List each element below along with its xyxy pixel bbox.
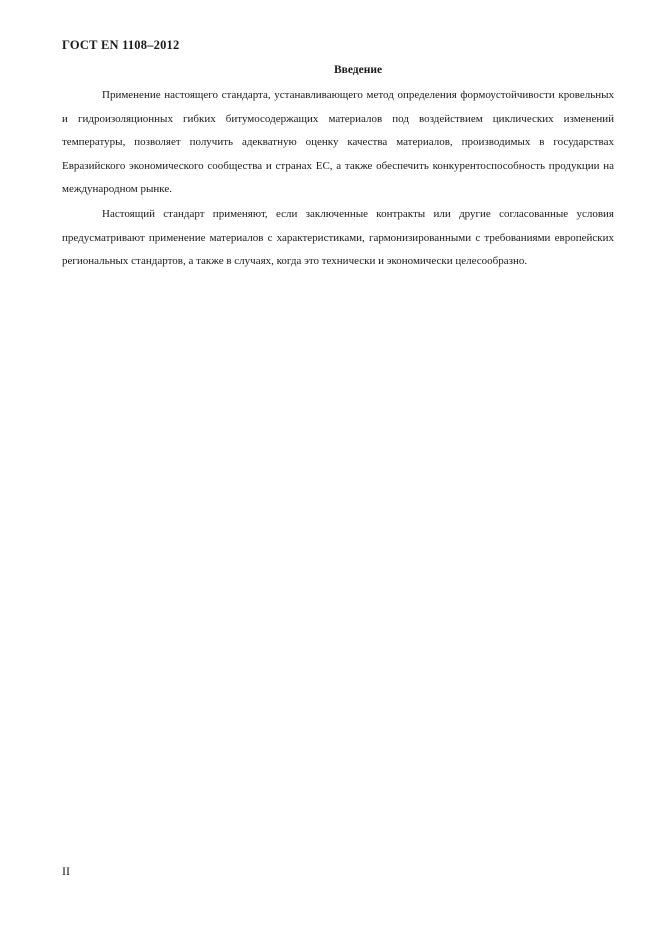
document-code-header: ГОСТ EN 1108–2012 [62,38,180,52]
section-title: Введение [333,64,383,76]
paragraph-1: Применение настоящего стандарта, устанавливающего метод определения формоустойчивости кровельных и гидроизоляционных гибких битумосодержащих материалов под воздействием циклических изменений температуры, позволяет получить адекватную оценку качества материалов, производимых в государствах Евразийского экономического сообщества и странах ЕС, а также обеспечить конкурентоспособность продукции на международном рынке. [62,89,614,196]
page-number: II [62,864,70,878]
paragraph-2: Настоящий стандарт применяют, если заключенные контракты или другие согласованные условия предусматривают применение материалов с характеристиками, гармонизированными с требованиями европейских региональных стандартов, а также в случаях, когда это технически и экономически целесообразно. [62,207,614,268]
introduction-body [62,84,614,275]
